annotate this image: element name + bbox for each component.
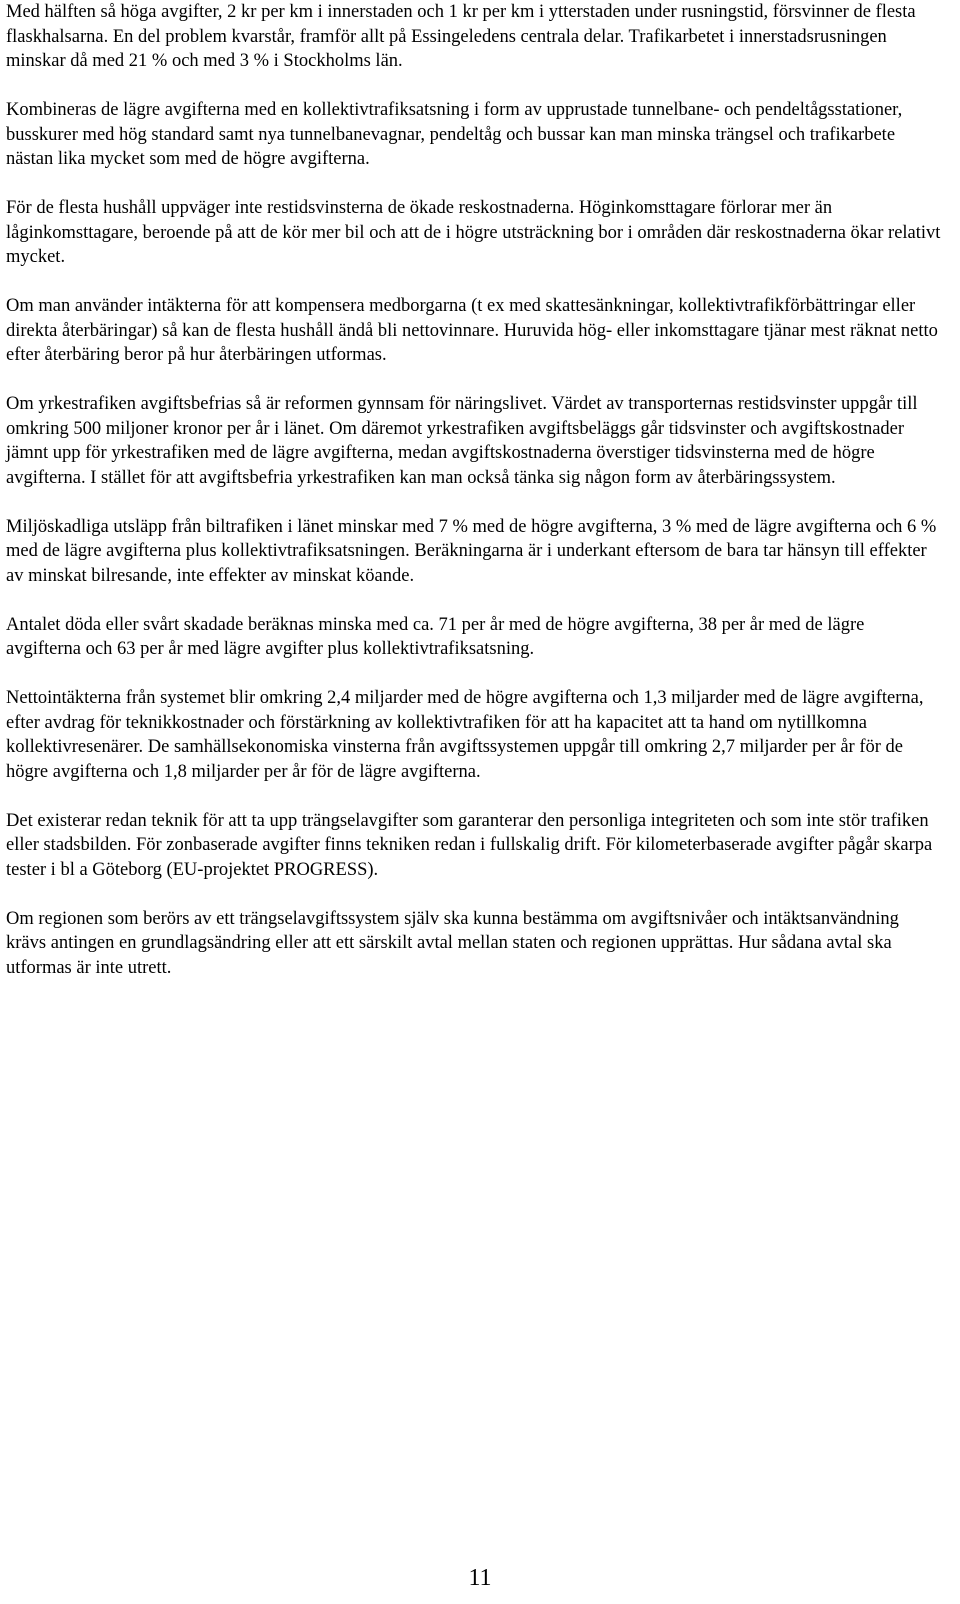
- page-number: 11: [468, 1565, 492, 1591]
- paragraph-3: För de flesta hushåll uppväger inte restidsvinsterna de ökade reskostnaderna. Höginkomsttagare förlorar mer än låginkomsttagare, beroende på att de kör mer bil och att de i högre utsträckning bor i områden där reskostnaderna ökar relativt mycket.: [6, 198, 941, 267]
- paragraph-9: Det existerar redan teknik för att ta upp trängselavgifter som garanterar den personliga integriteten och som inte stör trafiken eller stadsbilden. För zonbaserade avgifter finns tekniken redan i fullskalig drift. För kilometerbaserade avgifter pågår skarpa tester i bl a Göteborg (EU-projektet PROGRESS).: [6, 810, 933, 880]
- paragraph-4: Om man använder intäkterna för att kompensera medborgarna (t ex med skattesänkningar, kollektivtrafikförbättringar eller direkta återbäringar) så kan de flesta hushåll ändå bli nettovinnare. Huruvida hög- eller inkomsttagare tjänar mest räknat netto efter återbäring beror på hur återbäringen utformas.: [6, 296, 938, 365]
- paragraph-2: Kombineras de lägre avgifterna med en kollektivtrafiksatsning i form av upprustade tunnelbane- och pendeltågsstationer, busskurer med hög standard samt nya tunnelbanevagnar, pendeltåg och bussar kan man minska trängsel och trafikarbete nästan lika mycket som med de högre avgifterna.: [6, 100, 903, 169]
- paragraph-6: Miljöskadliga utsläpp från biltrafiken i länet minskar med 7 % med de högre avgifterna, 3 % med de lägre avgifterna och 6 % med de lägre avgifterna plus kollektivtrafiksatsningen. Beräkningarna är i underkant eftersom de bara tar hänsyn till effekter av minskat bilresande, inte effekter av minskat köande.: [6, 516, 937, 586]
- paragraph-1: Med hälften så höga avgifter, 2 kr per km i innerstaden och 1 kr per km i ytterstaden under rusningstid, försvinner de flesta flaskhalsarna. En del problem kvarstår, framför allt på Essingeledens centrala delar. Trafikarbetet i innerstadsrusningen minskar då med 21 % och med 3 % i Stockholms län.: [6, 2, 916, 71]
- paragraph-7: Antalet döda eller svårt skadade beräknas minska med ca. 71 per år med de högre avgifterna, 38 per år med de lägre avgifterna och 63 per år med lägre avgifter plus kollektivtrafiksatsning.: [6, 614, 865, 659]
- paragraph-8: Nettointäkterna från systemet blir omkring 2,4 miljarder med de högre avgifterna och 1,3 miljarder med de lägre avgifterna, efter avdrag för teknikkostnader och förstärkning av kollektivtrafiken för att ha kapacitet att ta hand om nytillkomna kollektivresenärer. De samhällsekonomiska vinsterna från avgiftssystemen uppgår till omkring 2,7 miljarder per år för de högre avgifterna och 1,8 miljarder per år för de lägre avgifterna.: [6, 688, 924, 782]
- document-page: [6, 0, 942, 1005]
- paragraph-10: Om regionen som berörs av ett trängselavgiftssystem själv ska kunna bestämma om avgiftsnivåer och intäktsanvändning krävs antingen en grundlagsändring eller att ett särskilt avtal mellan staten och regionen upprättas. Hur sådana avtal ska utformas är inte utrett.: [6, 908, 899, 978]
- paragraph-5: Om yrkestrafiken avgiftsbefrias så är reformen gynnsam för näringslivet. Värdet av transporternas restidsvinster uppgår till omkring 500 miljoner kronor per år i länet. Om däremot yrkestrafiken avgiftsbeläggs går tidsvinster och avgiftskostnader jämnt upp för yrkestrafiken med de lägre avgifterna, medan avgiftskostnaderna överstiger tidsvinsterna med de högre avgifterna. I stället för att avgiftsbefria yrkestrafiken kan man också tänka sig någon form av återbäringssystem.: [6, 394, 918, 488]
